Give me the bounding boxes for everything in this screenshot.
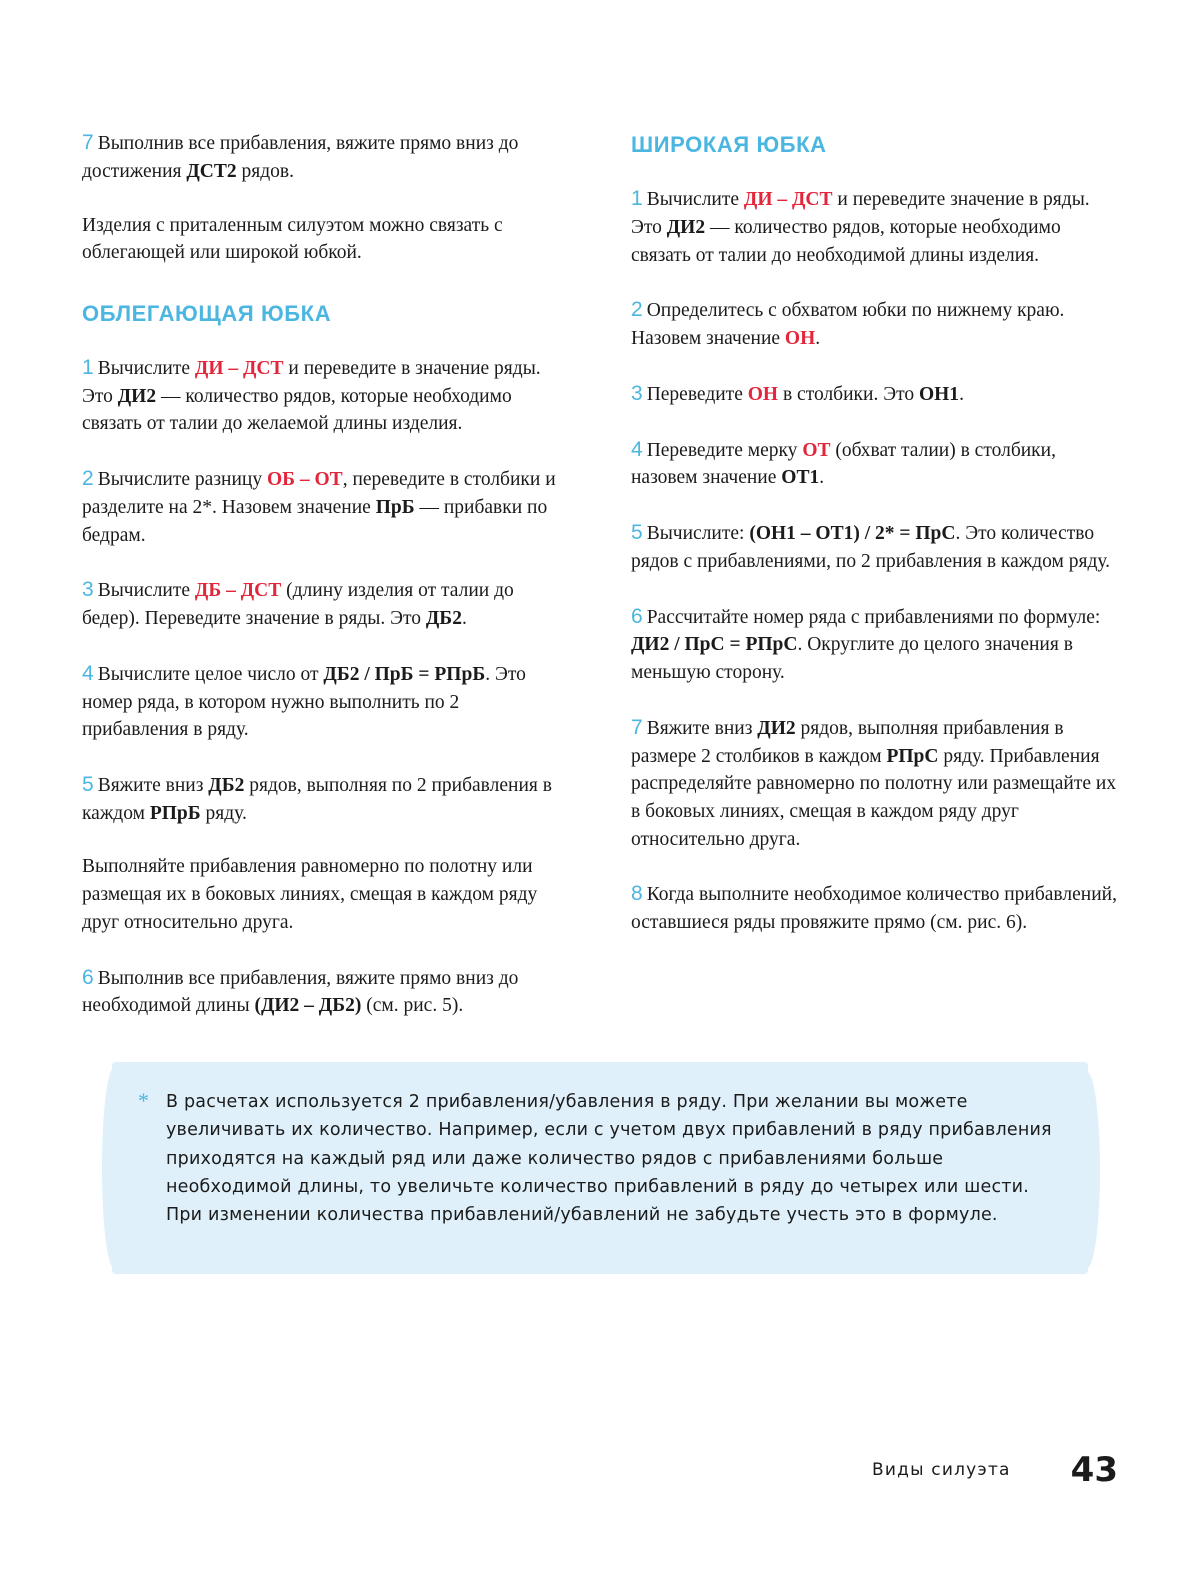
formula-di-dst: ДИ – ДСТ [194, 357, 284, 379]
right-step-8 [631, 879, 1118, 937]
term-di2: ДИ2 [757, 717, 796, 739]
step-text: Выполнив все прибавления, вяжите прямо вниз до достижения [82, 133, 519, 182]
step-text-cont: и переведите в значение ряды. Это [82, 357, 541, 407]
left-distribution-note: Выполняйте прибавления равномерно по полотну или размещая их в боковых линиях, смещая в каждом ряду друг относительно друга. [82, 856, 538, 933]
step-text: Вычислите целое число от [97, 663, 324, 685]
step-text: Вяжите вниз [97, 774, 209, 796]
step-text-cont: рядов. [236, 160, 294, 182]
right-step-1 [631, 184, 1118, 269]
right-step-5 [631, 518, 1118, 576]
formula-di2-prs-rprs: ДИ2 / ПрС = РПрС [631, 634, 798, 656]
step-text: Когда выполните необходимое количество прибавлений, оставшиеся ряды провяжите прямо (см. рис. 6). [631, 884, 1117, 934]
step-number: 6 [82, 965, 94, 989]
step-text: Вычислите разницу [97, 469, 267, 491]
step-text: Переведите мерку [646, 439, 803, 461]
footnote-text: В расчетах используется 2 прибавления/убавления в ряду. При желании вы можете увеличивать их количество. Например, если с учетом двух прибавлений в ряду прибавления приходятся на каждый ряд или даже количество рядов с прибавлениями больше необходимой длины, то увеличьте количество прибавлений в ряду до четырех или шести. При изменении количества прибавлений/убавлений не забудьте учесть это в формуле. [166, 1092, 1052, 1226]
left-step-3 [82, 575, 569, 633]
step-text-end: — количество рядов, которые необходимо связать от талии до необходимой длины изделия. [631, 216, 1061, 266]
step-text-end: . [461, 608, 467, 630]
step-text-end: . Это количество рядов с прибавлениями, по 2 прибавления в каждом ряду. [631, 523, 1111, 572]
term-on: ОН [747, 383, 779, 405]
term-ot: ОТ [802, 439, 831, 461]
term-di2: ДИ2 [117, 385, 157, 407]
step-text-end: . [815, 328, 821, 349]
step-text: Рассчитайте номер ряда с прибавлениями по формуле: [646, 606, 1101, 628]
formula-on1-ot1-prs: (ОН1 – ОТ1) / 2* = ПрС [749, 523, 956, 544]
step-text: Переведите [646, 383, 748, 405]
step-number: 4 [631, 437, 643, 461]
step-text-end: — прибавки по бедрам. [82, 496, 548, 546]
term-di2: ДИ2 [666, 216, 706, 238]
step-text-cont: и переведите значение в ряды. Это [631, 189, 1090, 238]
term-rprs: РПрС [886, 745, 939, 767]
left-step-2 [82, 464, 569, 549]
left-step-7 [82, 128, 569, 186]
step-number: 5 [631, 521, 643, 544]
term-db2: ДБ2 [425, 608, 462, 630]
term-on: ОН [784, 328, 816, 349]
term-ot1: ОТ1 [781, 467, 820, 489]
page-footer [872, 1450, 1118, 1490]
step-text: Вычислите [646, 189, 744, 210]
step-text-cont: в столбики. Это [778, 383, 919, 405]
step-number: 2 [82, 467, 94, 491]
left-intro-paragraph: Изделия с приталенным силуэтом можно связать с облегающей или широкой юбкой. [82, 214, 503, 264]
formula-db2-prb-rprb: ДБ2 / ПрБ = РПрБ [323, 663, 486, 685]
step-text-cont: , переведите в столбики и разделите на 2*. Назовем значение [82, 469, 556, 518]
right-column [631, 128, 1118, 1046]
formula-ob-ot: ОБ – ОТ [266, 469, 343, 491]
step-text-end: . Это номер ряда, в котором нужно выполнить по 2 прибавления в ряду. [82, 663, 526, 741]
left-step-1 [82, 353, 569, 438]
left-column [82, 128, 569, 1046]
step-text-end: . Округлите до целого значения в меньшую сторону. [631, 634, 1073, 683]
right-step-6 [631, 602, 1118, 687]
step-text: Вяжите вниз [646, 717, 758, 739]
heading-wide-skirt: ШИРОКАЯ ЮБКА [631, 132, 827, 157]
left-step-4 [82, 659, 569, 744]
step-number: 2 [631, 298, 643, 322]
formula-di-dst: ДИ – ДСТ [743, 189, 833, 210]
step-text-end: ряду. [200, 802, 247, 824]
step-text-end: . [819, 467, 825, 489]
step-number: 7 [82, 131, 94, 154]
footer-chapter-label: Виды силуэта [872, 1460, 1011, 1480]
step-text-cont: рядов, выполняя прибавления в размере 2 столбиков в каждом [631, 717, 1064, 767]
right-step-2 [631, 295, 1118, 353]
term-rprb: РПрБ [149, 802, 201, 824]
term-on1: ОН1 [918, 383, 960, 405]
step-text-end: (см. рис. 5). [361, 995, 464, 1017]
formula-db-dst: ДБ – ДСТ [194, 580, 282, 602]
step-number: 5 [82, 772, 94, 796]
step-number: 8 [631, 882, 643, 906]
step-text: Вычислите [97, 357, 195, 379]
step-number: 3 [82, 578, 94, 602]
asterisk-icon: * [138, 1088, 149, 1113]
right-step-3 [631, 379, 1118, 409]
term-db2: ДБ2 [208, 774, 245, 796]
step-number: 1 [631, 187, 643, 210]
left-step-6 [82, 963, 569, 1021]
formula-di2-db2: (ДИ2 – ДБ2) [254, 995, 362, 1017]
right-step-4 [631, 435, 1118, 493]
step-text-cont: (длину изделия от талии до бедер). Переведите значение в ряды. Это [82, 580, 514, 630]
step-number: 4 [82, 661, 94, 685]
right-step-7 [631, 713, 1118, 854]
step-text: Выполнив все прибавления, вяжите прямо вниз до необходимой длины [82, 967, 519, 1017]
footnote-box [112, 1062, 1088, 1274]
left-step-5 [82, 770, 569, 828]
step-text-cont: рядов, выполняя по 2 прибавления в каждом [82, 774, 552, 824]
step-text: Вычислите [97, 580, 195, 602]
step-text-end: — количество рядов, которые необходимо связать от талии до желаемой длины изделия. [82, 385, 512, 435]
step-text-end: ряду. Прибавления распределяйте равномерно по полотну или размещайте их в боковых линиях, смещая в каждом ряду друг относительно друга. [631, 745, 1117, 850]
step-text-cont: (обхват талии) в столбики, назовем значение [631, 439, 1056, 489]
step-number: 3 [631, 381, 643, 405]
two-column-body [82, 128, 1118, 1046]
term-prb: ПрБ [375, 496, 415, 518]
term-dst2: ДСТ2 [186, 160, 237, 182]
step-text: Вычислите: [646, 523, 750, 544]
step-number: 6 [631, 604, 643, 628]
step-text: Определитесь с обхватом юбки по нижнему краю. Назовем значение [631, 300, 1065, 349]
step-number: 1 [82, 355, 94, 379]
step-number: 7 [631, 715, 643, 739]
step-text-end: . [959, 383, 964, 405]
heading-fitted-skirt: ОБЛЕГАЮЩАЯ ЮБКА [82, 300, 332, 326]
page-number: 43 [1070, 1450, 1118, 1490]
